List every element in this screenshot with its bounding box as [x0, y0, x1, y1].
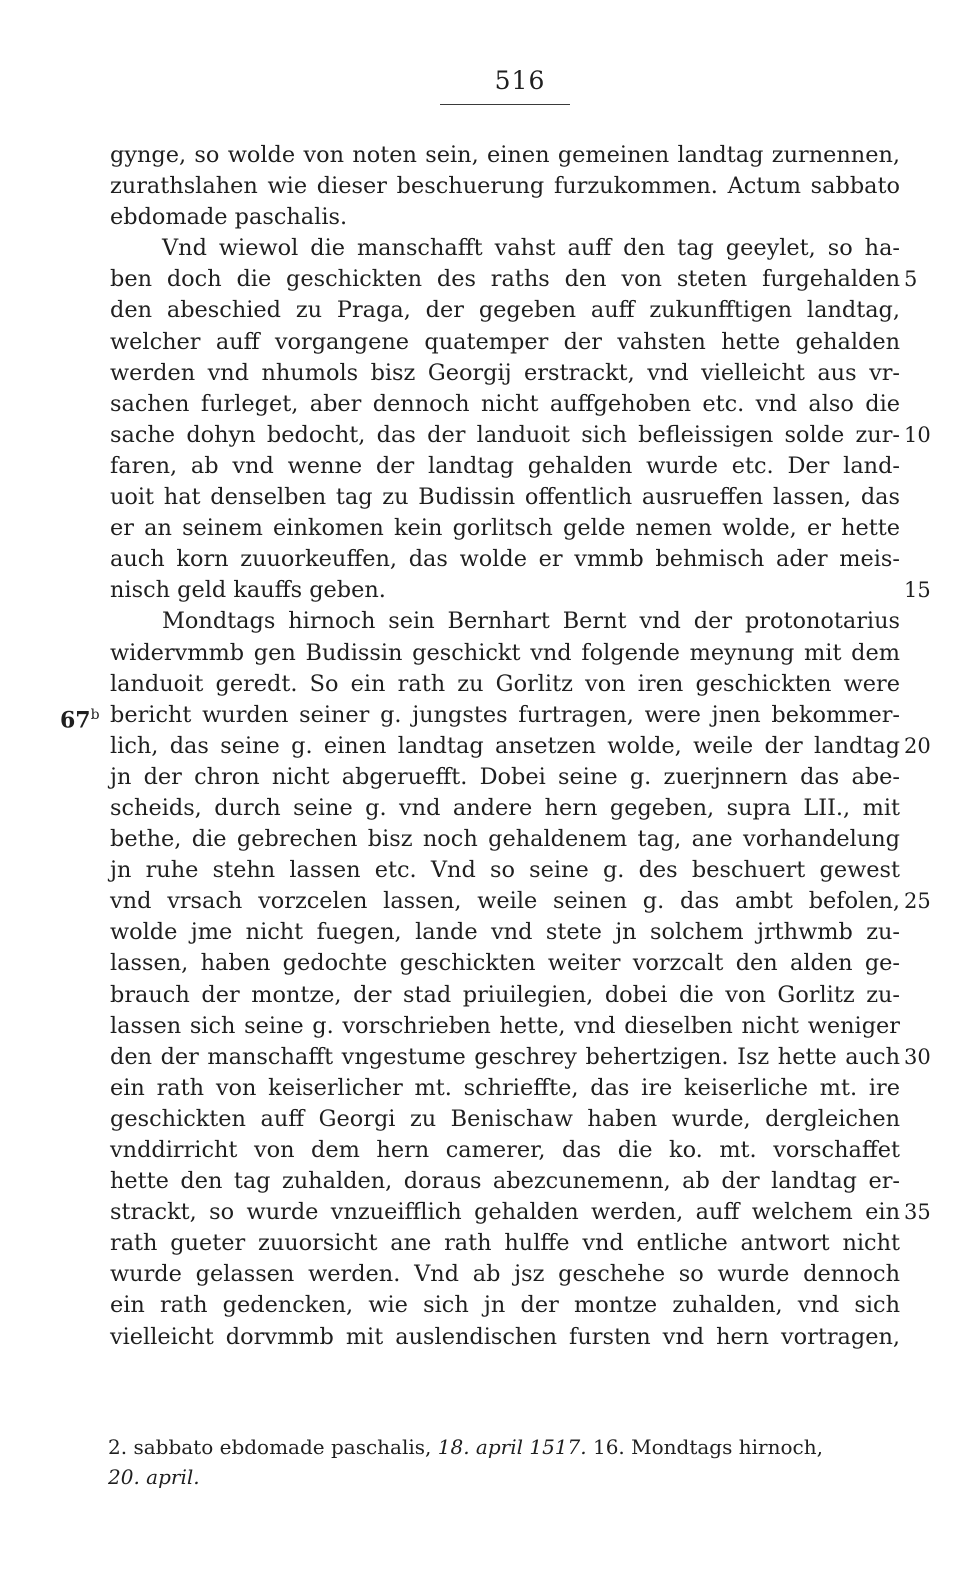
folio-side: b	[90, 706, 100, 723]
page-number: 516	[494, 66, 546, 95]
text-line: scheids, durch seine g. vnd andere hern gegeben, supra LII., mit	[110, 794, 900, 821]
text-line: jn der chron nicht abgeruefft. Dobei seine g. zuerjnnern das abe-	[110, 763, 900, 790]
text-line: den abeschied zu Praga, der gegeben auff zukunfftigen landtag,	[110, 297, 900, 324]
line-number: 15	[904, 578, 931, 603]
text-line: lassen, haben gedochte geschickten weiter vorzcalt den alden ge-	[110, 950, 900, 977]
footnote-date: 20. april.	[108, 1465, 200, 1489]
text-line: landuoit geredt. So ein rath zu Gorlitz von iren geschickten were	[110, 670, 900, 697]
text-line: bericht wurden seiner g. jungstes furtragen, were jnen bekommer-	[110, 701, 900, 728]
text-line: wurde gelassen werden. Vnd ab jsz geschehe so wurde dennoch	[110, 1261, 900, 1288]
folio-marker	[60, 700, 100, 736]
line-number: 20	[904, 733, 931, 758]
text-line: brauch der montze, der stad priuilegien, dobei die von Gorlitz zu-	[110, 981, 900, 1008]
text-line: faren, ab vnd wenne der landtag gehalden wurde etc. Der land-	[110, 452, 900, 479]
footnote-text: sabbato ebdomade paschalis,	[127, 1435, 438, 1459]
text-line: den der manschafft vngestume geschrey behertzigen. Isz hette auch	[110, 1043, 900, 1070]
text-line: ben doch die geschickten des raths den von steten furgehalden	[110, 266, 900, 293]
text-line: auch korn zuuorkeuffen, das wolde er vmmb behmisch ader meis-	[110, 546, 900, 573]
text-line: ebdomade paschalis.	[110, 204, 348, 231]
text-line: zurathslahen wie dieser beschuerung furzukommen. Actum sabbato	[110, 173, 900, 200]
text-line: Vnd wiewol die manschafft vahst auff den tag geeylet, so ha-	[162, 235, 900, 262]
line-number: 25	[904, 889, 931, 914]
text-line: vielleicht dorvmmb mit auslendischen fursten vnd hern vortragen,	[110, 1323, 900, 1350]
text-line: werden vnd nhumols bisz Georgij erstrackt, vnd vielleicht aus vr-	[110, 359, 900, 386]
line-number: 10	[904, 422, 931, 447]
line-number: 35	[904, 1200, 931, 1225]
text-line: lich, das seine g. einen landtag ansetzen wolde, weile der landtag	[110, 732, 900, 759]
main-text	[110, 140, 900, 1353]
text-line: lassen sich seine g. vorschrieben hette, vnd dieselben nicht weniger	[110, 1012, 900, 1039]
folio-number: 67	[60, 707, 91, 734]
text-line: bethe, die gebrechen bisz noch gehaldenem tag, ane vorhandelung	[110, 826, 900, 853]
text-line: welcher auff vorgangene quatemper der vahsten hette gehalden	[110, 328, 900, 355]
footnote-ref: 16.	[586, 1435, 625, 1459]
text-line: er an seinem einkomen kein gorlitsch gelde nemen wolde, er hette	[110, 515, 900, 542]
page-number-rule	[440, 104, 570, 105]
text-line: vnddirricht von dem hern camerer, das die ko. mt. vorschaffet	[110, 1137, 900, 1163]
text-line: sache dohyn bedocht, das der landuoit sich befleissigen solde zur-	[110, 421, 900, 448]
text-line: hette den tag zuhalden, doraus abezcunemenn, ab der landtag er-	[110, 1168, 900, 1195]
text-line: Mondtags hirnoch sein Bernhart Bernt vnd der protonotarius	[162, 608, 900, 635]
footnote-line	[108, 1462, 898, 1492]
text-line: gynge, so wolde von noten sein, einen gemeinen landtag zurnennen,	[110, 142, 900, 168]
text-line: jn ruhe stehn lassen etc. Vnd so seine g. des beschuert gewest	[110, 857, 900, 884]
text-line: nisch geld kauffs geben.	[110, 577, 386, 604]
text-line: wolde jme nicht fuegen, lande vnd stete jn solchem jrthwmb zu-	[110, 919, 900, 946]
line-number: 30	[904, 1044, 931, 1069]
text-line: strackt, so wurde vnzueifflich gehalden werden, auff welchem ein	[110, 1199, 900, 1226]
footnote-line	[108, 1432, 898, 1462]
text-line: geschickten auff Georgi zu Benischaw haben wurde, dergleichen	[110, 1105, 900, 1132]
line-number: 5	[904, 267, 918, 292]
text-line: sachen furleget, aber dennoch nicht auffgehoben etc. vnd also die	[110, 390, 900, 417]
text-line: ein rath gedencken, wie sich jn der montze zuhalden, vnd sich	[110, 1292, 900, 1319]
text-line: vnd vrsach vorzcelen lassen, weile seinen g. das ambt befolen,	[110, 888, 900, 915]
text-line: ein rath von keiserlicher mt. schrieffte, das ire keiserliche mt. ire	[110, 1074, 900, 1101]
footnotes	[108, 1432, 898, 1492]
footnote-ref: 2.	[108, 1435, 128, 1459]
text-line: rath gueter zuuorsicht ane rath hulffe vnd entliche antwort nicht	[110, 1230, 900, 1257]
text-line: uoit hat denselben tag zu Budissin offentlich ausrueffen lassen, das	[110, 484, 900, 511]
footnote-text: Mondtags hirnoch,	[624, 1435, 823, 1459]
footnote-date: 18. april 1517.	[437, 1435, 587, 1459]
text-line: widervmmb gen Budissin geschickt vnd folgende meynung mit dem	[110, 639, 900, 666]
